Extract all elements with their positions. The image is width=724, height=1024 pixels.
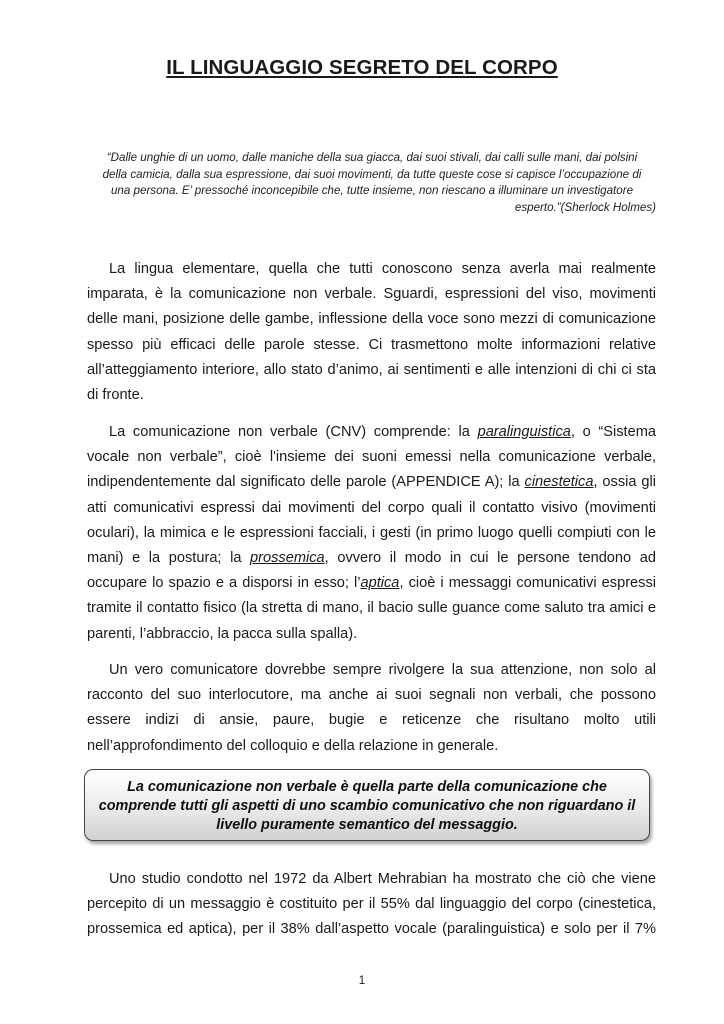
paragraph-line: vocale non verbale”, cioè l'insieme dei suoni emessi nella comunicazione verbale, [87,449,656,466]
callout-text [85,778,649,835]
term-paralinguistica: paralinguistica [477,424,571,440]
document-title: IL LINGUAGGIO SEGRETO DEL CORPO [166,56,558,79]
term-cinestetica: cinestetica [524,474,594,491]
paragraph-line: Uno studio condotto nel 1972 da Albert Mehrabian ha mostrato che ciò che viene [109,871,656,887]
paragraph-line: imparata, è la comunicazione non verbale. Sguardi, espressioni del viso, movimenti [87,286,656,303]
paragraph-line: spesso più efficaci delle parole stesse. Ci trasmettono molte informazioni relative [87,336,656,353]
paragraph-line: nell’approfondimento del colloquio e della relazione in generale. [87,737,499,754]
paragraph-line: Un vero comunicatore dovrebbe sempre rivolgere la sua attenzione, non solo al [109,662,656,678]
paragraph-line [87,571,656,596]
quote-line: esperto.”(Sherlock Holmes) [514,200,656,214]
term-prossemica: prossemica [250,550,325,567]
text-run: , o “Sistema [570,424,656,440]
paragraph-line [87,470,656,495]
text-run: mani) e la postura; la [87,550,251,567]
epigraph-quote [88,150,656,216]
quote-line: “Dalle unghie di un uomo, dalle maniche della sua giacca, dai suoi stivali, dai calli sulle mani, dai polsini [106,151,638,164]
paragraph-line: percepito di un messaggio è costituito per il 55% dal linguaggio del corpo (cinestetica, [87,896,656,913]
quote-line: una persona. E’ pressoché inconcepibile che, tutte insieme, non riescano a illuminare un investigatore [110,184,634,197]
text-run: , ovvero il modo in cui le persone tendono ad [324,550,656,567]
paragraph-line: essere indizi di ansie, paure, bugie e reticenze che risultano molto utili [87,712,656,729]
paragraph-2 [87,420,656,647]
paragraph-line: La lingua elementare, quella che tutti conoscono senza averla mai realmente [109,261,656,277]
callout-box [84,769,650,841]
paragraph-line: racconto del suo interlocutore, ma anche ai suoi segnali non verbali, che possono [87,687,656,704]
paragraph-1 [87,257,656,408]
paragraph-line: di fronte. [87,387,144,404]
paragraph-4 [87,867,656,943]
paragraph-line: prossemica ed aptica), per il 38% dall’aspetto vocale (paralinguistica) e solo per il 7% [87,921,656,938]
term-aptica: aptica [360,575,400,592]
text-run: , cioè i messaggi comunicativi espressi [399,575,657,592]
paragraph-line: oculari), la mimica e le espressioni facciali, i gesti (in primo luogo quelli compiuti con le [87,524,656,541]
paragraph-line: tramite il contatto fisico (la stretta di mano, il bacio sulle guance come saluto tra amici e [87,600,656,617]
paragraph-line: atti comunicativi espressi dai movimenti del corpo quali il contatto visivo (movimenti [87,499,656,516]
paragraph-line: all’atteggiamento interiore, allo stato d’animo, ai sentimenti e alle intenzioni di chi ci sta [87,361,656,378]
text-run: La comunicazione non verbale (CNV) comprende: la [109,424,478,440]
paragraph-3 [87,658,656,759]
quote-line: della camicia, dalla sua espressione, dai suoi movimenti, da tutte queste cose si capisce l’occupazione di [102,167,642,181]
paragraph-line: parenti, l’abbraccio, la pacca sulla spalla). [87,625,358,642]
paragraph-line [87,420,656,445]
callout-line: comprende tutti gli aspetti di uno scambio comunicativo che non riguardano il [98,798,636,814]
text-run: , ossia gli [593,474,656,491]
text-run: indipendentemente dal significato delle parole (APPENDICE A); la [87,474,525,491]
callout-line: La comunicazione non verbale è quella parte della comunicazione che [127,779,607,795]
paragraph-line [87,546,656,571]
page-number: 1 [358,975,366,987]
text-run: occupare lo spazio e a disporsi in esso; l’ [87,575,361,592]
paragraph-line: delle mani, posizione delle gambe, inflessione della voce sono mezzi di comunicazione [87,311,656,328]
callout-line: livello puramente semantico del messaggio. [216,817,518,833]
